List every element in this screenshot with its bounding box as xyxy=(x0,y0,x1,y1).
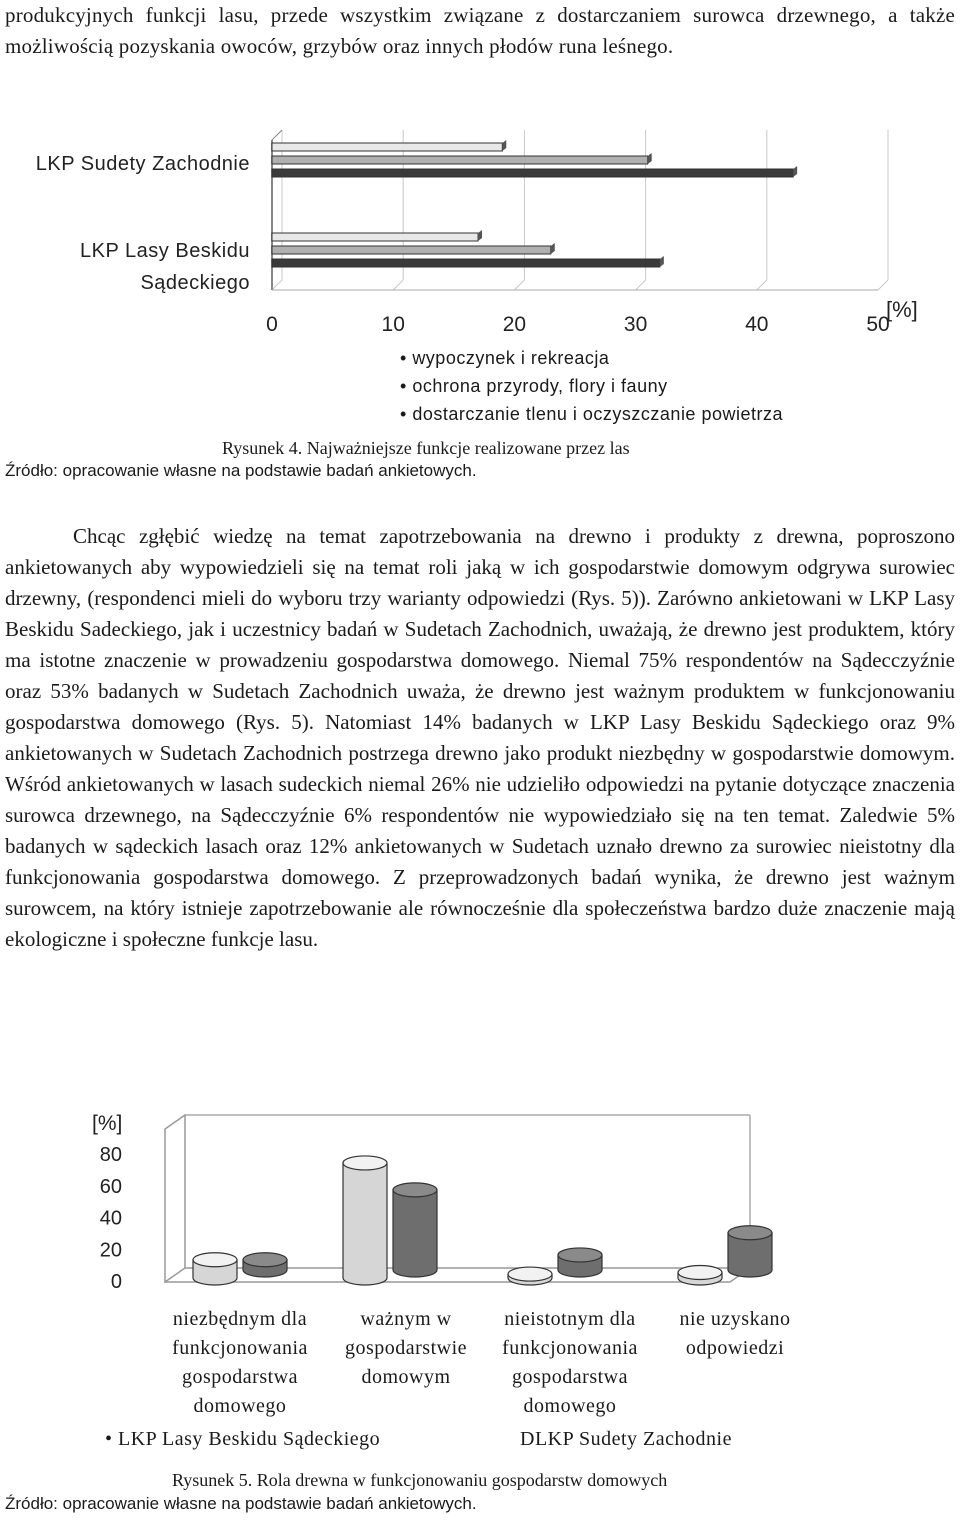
gridline-floor xyxy=(878,280,888,290)
category-label: LKP Lasy Beskidu xyxy=(80,240,250,262)
category-label-2: ważnym w gospodarstwie domowym xyxy=(344,1308,468,1388)
cylinder-2 xyxy=(393,1183,437,1277)
y-unit-label: [%] xyxy=(92,1112,123,1135)
cylinder-body xyxy=(393,1190,437,1277)
bar-end xyxy=(551,243,555,254)
x-tick-label: 30 xyxy=(623,313,648,336)
y-tick-label: 20 xyxy=(99,1239,122,1262)
legend-item-recreation: • wypoczynek i rekreacja xyxy=(400,344,783,372)
x-tick-label: 0 xyxy=(266,313,278,336)
figure-4-source: Źródło: opracowanie własne na podstawie badań ankietowych. xyxy=(5,461,477,480)
category-label: LKP Sudety Zachodnie xyxy=(35,153,250,175)
legend-item-oxygen: • dostarczanie tlenu i oczyszczanie powietrza xyxy=(400,400,783,428)
y-tick-label: 60 xyxy=(99,1175,122,1198)
gridline-floor xyxy=(393,280,403,290)
cylinder-top xyxy=(728,1226,772,1240)
x-tick-label: 50 xyxy=(866,313,890,336)
figure-4-legend xyxy=(400,344,783,428)
figure-5-source: Źródło: opracowanie własne na podstawie badań ankietowych. xyxy=(5,1494,477,1513)
bar-3 xyxy=(272,259,660,267)
cylinder-body xyxy=(343,1163,387,1285)
gridline-floor xyxy=(514,280,524,290)
cylinder-1 xyxy=(343,1156,387,1285)
cylinder-top xyxy=(508,1267,552,1281)
figure-4-chart xyxy=(35,125,940,336)
cylinder-top xyxy=(193,1253,237,1267)
side-wall xyxy=(165,1115,185,1282)
x-tick-label: 10 xyxy=(381,313,405,336)
bar-end xyxy=(478,230,482,241)
legend-item-nature: • ochrona przyrody, flory i fauny xyxy=(400,372,783,400)
y-tick-label: 0 xyxy=(110,1271,122,1293)
cylinder-top xyxy=(678,1265,722,1279)
category-label-3: nieistotnym dla funkcjonowania gospodarstwa domowego xyxy=(502,1308,638,1417)
bar-1 xyxy=(272,233,478,241)
intro-paragraph: produkcyjnych funkcji lasu, przede wszystkim związane z dostarczaniem surowca drzewnego, a także możliwością pozyskania owoców, grzybów oraz innych płodów runa leśnego. xyxy=(5,3,955,58)
bar-end xyxy=(660,256,664,267)
cylinder-top xyxy=(558,1248,602,1262)
bar-2 xyxy=(272,246,551,254)
category-label-1: niezbędnym dla funkcjonowania gospodarstwa domowego xyxy=(172,1308,308,1417)
category-label: Sądeckiego xyxy=(140,272,250,294)
cylinder-top xyxy=(243,1253,287,1267)
cylinder-1 xyxy=(508,1267,552,1285)
bar-2 xyxy=(272,156,648,164)
gridline-floor xyxy=(272,280,282,290)
bar-3 xyxy=(272,169,793,177)
figure-5-chart xyxy=(70,1100,850,1300)
x-tick-label: 20 xyxy=(502,313,527,336)
figure-5-legend-item-1: • LKP Lasy Beskidu Sądeckiego xyxy=(105,1428,381,1450)
cylinder-2 xyxy=(243,1253,287,1277)
bar-1 xyxy=(272,143,502,151)
axis-top xyxy=(272,130,282,140)
figure-4-caption: Rysunek 4. Najważniejsze funkcje realizowane przez las xyxy=(222,438,630,458)
x-unit-label: [%] xyxy=(886,297,918,322)
cylinder-1 xyxy=(678,1265,722,1285)
bar-end xyxy=(648,153,652,164)
category-label-4: nie uzyskano odpowiedzi xyxy=(679,1308,791,1359)
cylinder-2 xyxy=(558,1248,602,1277)
cylinder-1 xyxy=(193,1253,237,1285)
gridline-floor xyxy=(757,280,767,290)
bar-end xyxy=(502,140,506,151)
cylinder-2 xyxy=(728,1226,772,1277)
x-tick-label: 40 xyxy=(745,313,769,336)
cylinder-top xyxy=(343,1156,387,1170)
cylinder-top xyxy=(393,1183,437,1197)
figure-5-legend-item-2: DLKP Sudety Zachodnie xyxy=(520,1428,732,1450)
gridline-floor xyxy=(636,280,646,290)
y-tick-label: 80 xyxy=(99,1144,122,1166)
figure-5-caption: Rysunek 5. Rola drewna w funkcjonowaniu gospodarstw domowych xyxy=(172,1470,668,1490)
y-tick-label: 40 xyxy=(99,1207,122,1230)
bar-end xyxy=(793,166,797,177)
body-paragraph: Chcąc zgłębić wiedzę na temat zapotrzebowania na drewno i produkty z drewna, poproszono ankietowanych aby wypowiedzieli się na temat roli jaką w ich gospodarstwie domowym odgrywa surowiec drzewny, (respondenci mieli do wyboru trzy warianty odpowiedzi (Rys. 5)). Zarówno ankietowani w LKP Lasy Beskidu Sadeckiego, jak i uczestnicy badań w Sudetach Zachodnich, uważają, że drewno jest produktem, który ma istotne znaczenie w prowadzeniu gospodarstwa domowego. Niemal 75% respondentów na Sądecczyźnie oraz 53% badanych w Sudetach Zachodnich uważa, że drewno jest ważnym produktem w funkcjonowaniu gospodarstwa domowego (Rys. 5). Natomiast 14% badanych w LKP Lasy Beskidu Sądeckiego oraz 9% ankietowanych w Sudetach Zachodnich postrzega drewno jako produkt niezbędny w gospodarstwie domowym. Wśród ankietowanych w lasach sudeckich niemal 26% nie udzieliło odpowiedzi na pytanie dotyczące znaczenia surowca drzewnego, na Sądecczyźnie 6% respondentów nie wypowiedziało się na ten temat. Zaledwie 5% badanych w sądeckich lasach oraz 12% ankietowanych w Sudetach uznało drewno za surowiec nieistotny dla funkcjonowania gospodarstwa domowego. Z przeprowadzonych badań wynika, że drewno jest ważnym surowcem, na który istnieje zapotrzebowanie ale równocześnie dla społeczeństwa bardzo duże znaczenie mają ekologiczne i społeczne funkcje lasu. xyxy=(5,524,955,951)
